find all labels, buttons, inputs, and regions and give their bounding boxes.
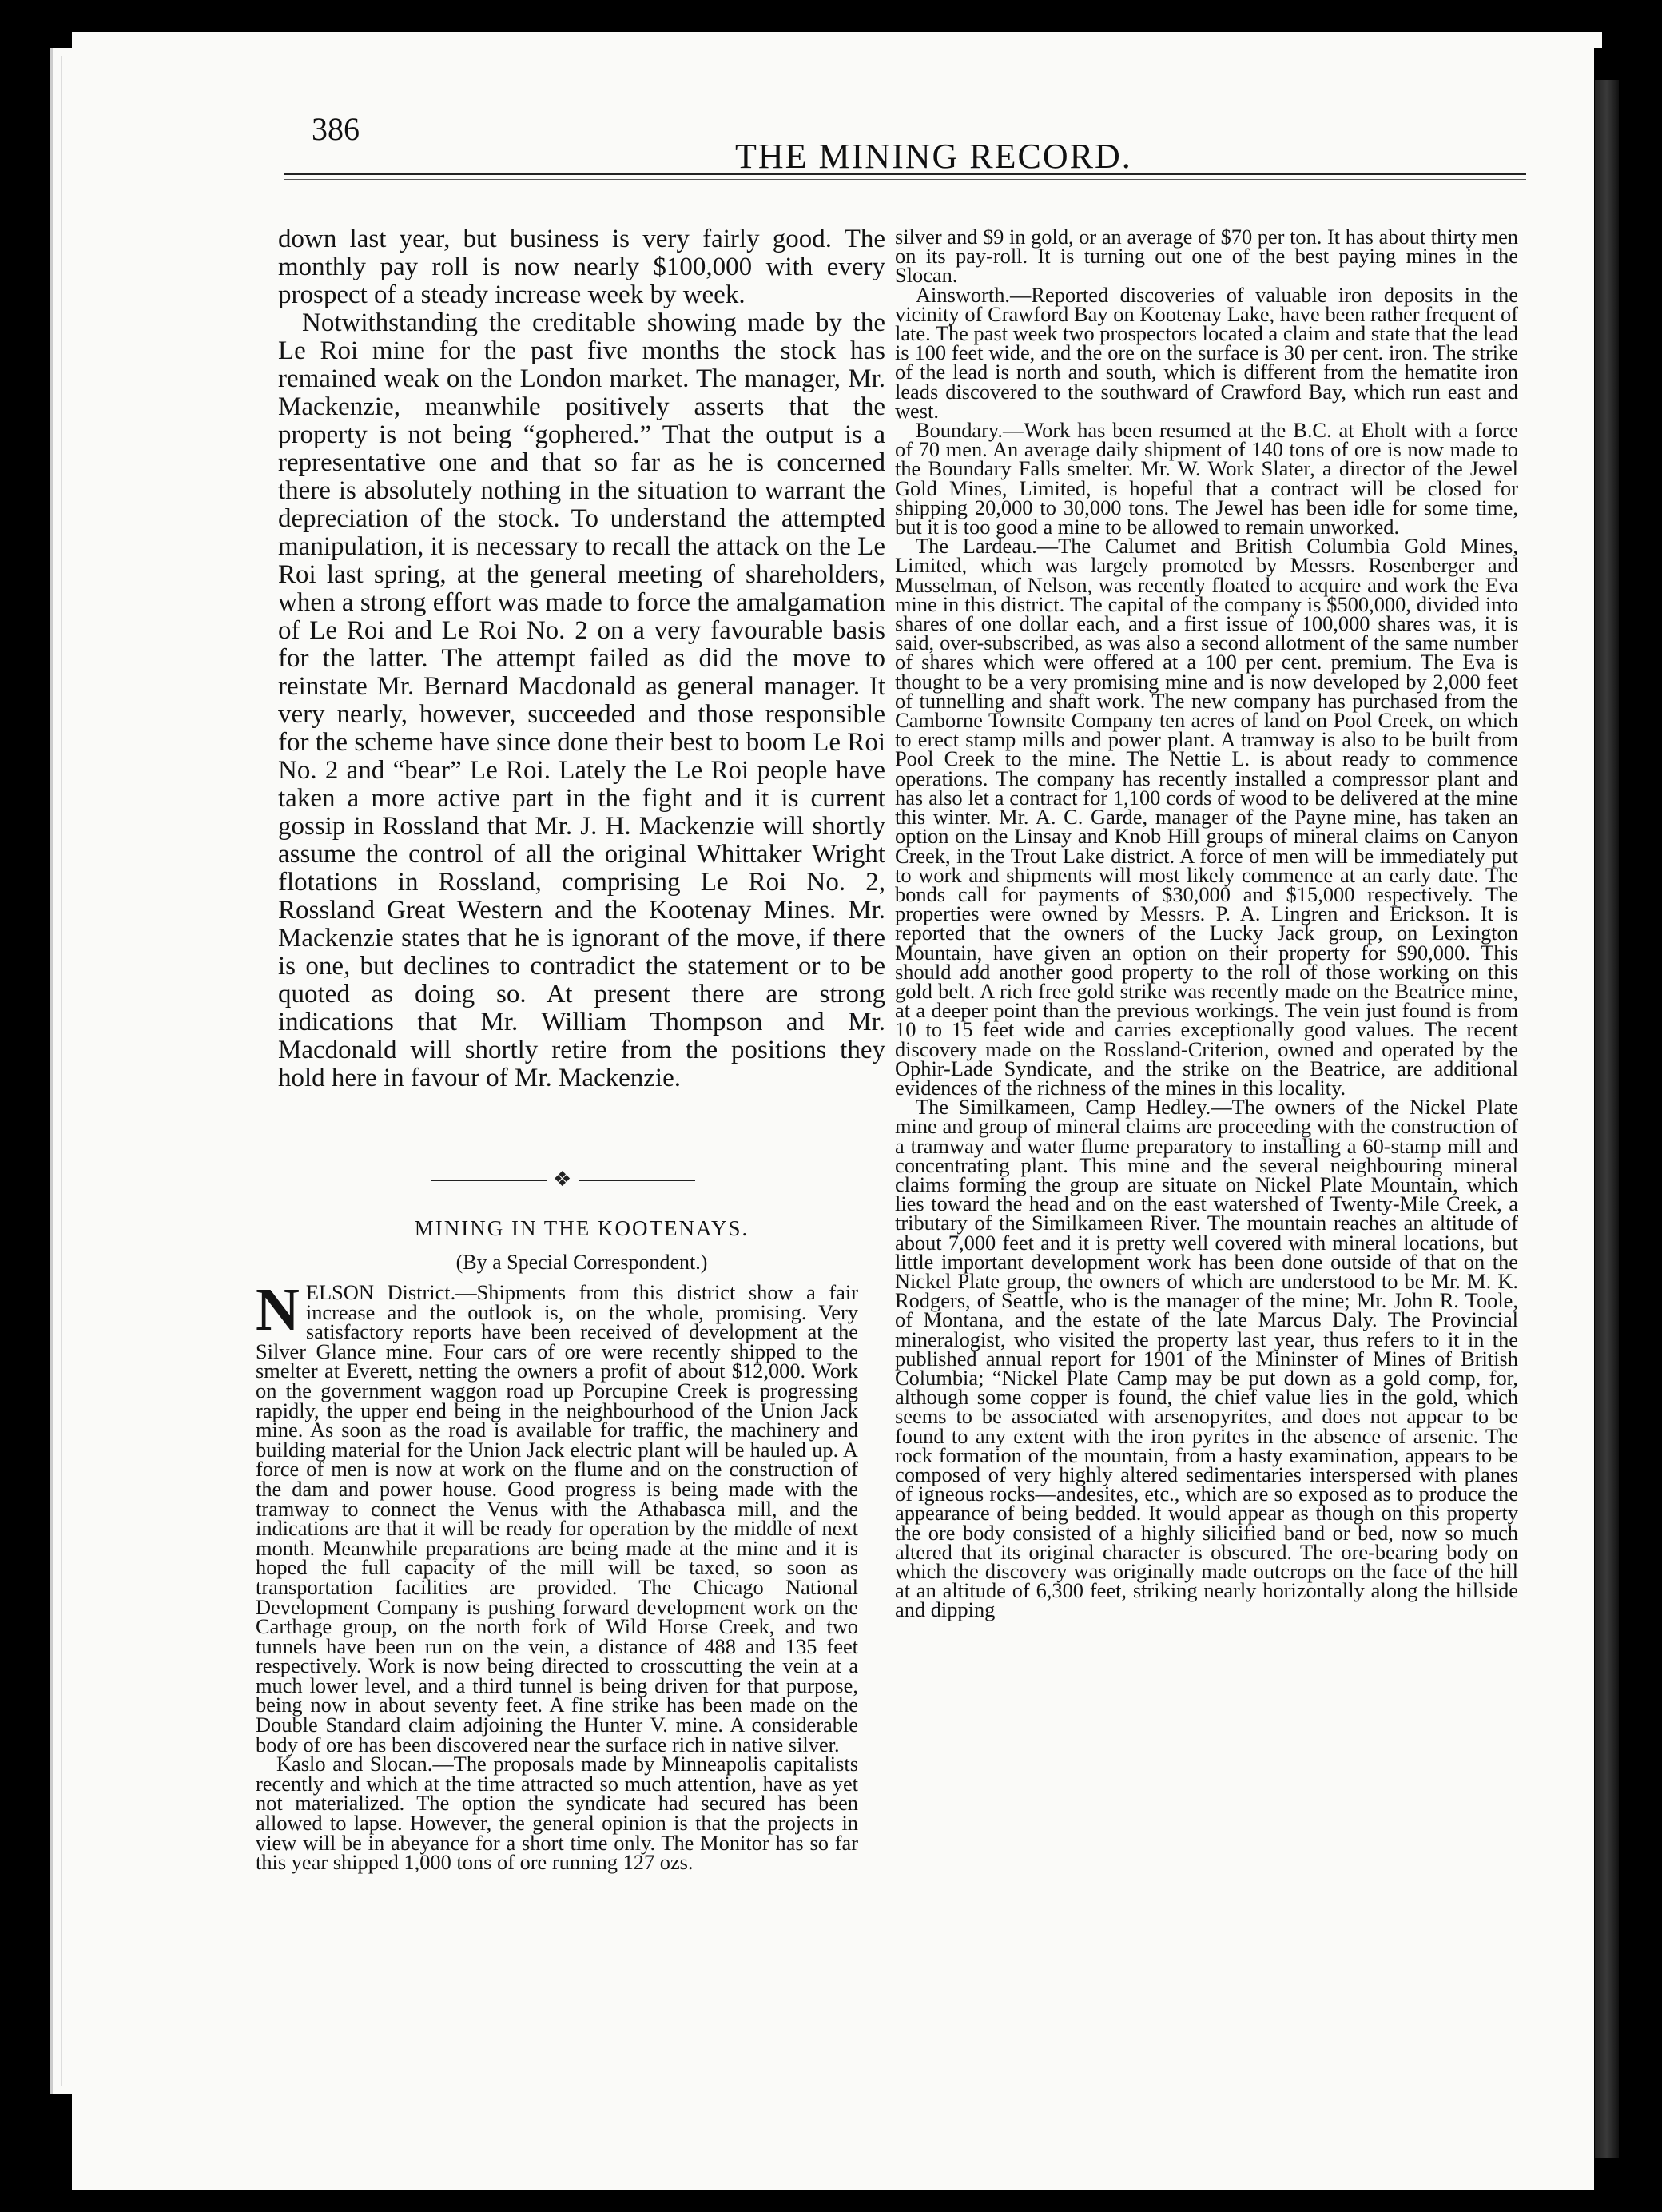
paragraph: The Similkameen, Camp Hedley.—The owners of the Nickel Plate mine and group of mineral claims are proceeding with the construction of a tramway and water flume preparatory to installing a 60-stamp mill and concentrating plant. This mine and the several neighbouring mineral claims forming the group are situate on Nickel Plate Mountain, which lies toward the head and on the east watershed of Twenty-Mile Creek, a tributary of the Similkameen River. The mountain reaches an altitude of about 7,000 feet and it is pretty well covered with mineral locations, but little important development work has been done outside of that on the Nickel Plate group, the owners of which are understood to be Mr. M. K. Rodgers, of Seattle, who is the manager of the mine; Mr. John R. Toole, of Montana, and the estate of the late Marcus Daly. The Provincial mineralogist, who visited the property last year, thus refers to it in the published annual report for 1901 of the Mininster of Mines of British Columbia; “Nickel Plate Camp may be put down as a gold comp, for, although some copper is found, the chief value lies in the gold, which seems to be associated with arsenopyrites, and does not appear to be found to any extent with the iron pyrites in the absence of arsenic. The rock formation of the mountain, from a hasty examination, appears to be composed of very highly altered sedimentaries interspersed with planes of igneous rocks—andesites, etc., which are so exposed as to produce the appearance of being bedded. It would appear as though on this property the ore body consisted of a highly silicified band or bed, now so much altered that its original character is obscured. The ore-bearing body on which the discovery was originally made outcrops on the face of the hill at an altitude of 6,300 feet, striking nearly horizontally along the hillside and dipping: [895, 1095, 1518, 1622]
right-column: [895, 227, 1518, 1620]
section-title: MINING IN THE KOOTENAYS.: [414, 1216, 749, 1240]
paragraph: Notwithstanding the creditable showing made by the Le Roi mine for the past five months the stock has remained weak on the London market. The manager, Mr. Mackenzie, meanwhile positively asserts that the property is not being “gophered.” That the output is a representative one and that so far as he is concerned there is absolutely nothing in the situation to warrant the depreciation of the stock. To understand the attempted manipulation, it is necessary to recall the attack on the Le Roi last spring, at the general meeting of shareholders, when a strong effort was made to force the amalgamation of Le Roi and Le Roi No. 2 on a very favourable basis for the latter. The attempt failed as did the move to reinstate Mr. Bernard Macdonald as general manager. It very nearly, however, succeeded and those responsible for the scheme have since done their best to boom Le Roi No. 2 and “bear” Le Roi. Lately the Le Roi people have taken a more active part in the fight and it is current gossip in Rossland that Mr. J. H. Mackenzie will shortly assume the control of all the original Whittaker Wright flotations in Rossland, comprising Le Roi No. 2, Rossland Great Western and the Kootenay Mines. Mr. Mackenzie states that he is ignorant of the move, if there is one, but declines to contradict the statement or to be quoted as doing so. At present there are strong indications that Mr. William Thompson and Mr. Macdonald will shortly retire from the positions they hold here in favour of Mr. Mackenzie.: [278, 308, 885, 1092]
diamond-ornament-icon: ❖: [553, 1168, 572, 1192]
header-rule: [284, 173, 1526, 175]
page-edge-inner: [61, 56, 70, 2086]
paragraph: down last year, but business is very fairly good. The monthly pay roll is now nearly $100,000 with every prospect of a steady increase week by week.: [278, 225, 885, 309]
binding-shadow: [1595, 80, 1619, 2158]
paragraph: Ainsworth.—Reported discoveries of valuable iron deposits in the vicinity of Crawford Bay on Kootenay Lake, have been rather frequent of late. The past week two prospectors located a claim and state that the lead is 100 feet wide, and the ore on the surface is 30 per cent. iron. The strike of the lead is north and south, which is different from the hematite iron leads discovered to the southward of Crawford Bay, which run east and west.: [895, 282, 1518, 423]
running-title: THE MINING RECORD.: [735, 137, 1132, 176]
lead-in-caps: ELSON: [305, 1280, 374, 1304]
page-number: 386: [312, 111, 360, 147]
paragraph-text: District.—Shipments from this district show a fair increase and the outlook is, on the whole, promising. Very satisfactory reports have been received of development at the Silver Glance mine. Four cars of ore were recently shipped to the smelter at Everett, netting the owners a profit of about $12,000. Work on the government waggon road up Porcupine Creek is progressing rapidly, the upper end being in the neighbourhood of the Union Jack mine. As soon as the road is available for traffic, the machinery and building material for the Union Jack electric plant will be hauled up. A force of men is now at work on the flume and on the construction of the dam and power house. Good progress is being made with the tramway to connect the Venus with the Athabasca mill, and the indications are that it will be ready for operation by the middle of next month. Meanwhile preparations are being made at the mine and it is hoped the full capacity of the mill will be taxed, so soon as transportation facilities are provided. The Chicago National Development Company is pushing forward development work on the Carthage group, on the north fork of Wild Horse Creek, and two tunnels have been run on the vein, a distance of 488 and 135 feet respectively. Work is now being directed to crosscutting the vein at a much lower level, and a third tunnel is being driven for that purpose, being now in about seventy feet. A fine strike has been made on the Double Standard claim adjoining the Hunter V. mine. A considerable body of ore has been discovered near the surface rich in native silver.: [256, 1280, 858, 1756]
left-column-bottom: [256, 1276, 858, 1875]
paragraph: silver and $9 in gold, or an average of $70 per ton. It has about thirty men on its pay-roll. It is turning out one of the best paying mines in the Slocan.: [895, 225, 1518, 288]
paragraph: [256, 1276, 858, 1756]
drop-cap: N: [256, 1276, 300, 1343]
left-column-top: [278, 225, 885, 1092]
section-byline: (By a Special Correspondent.): [455, 1251, 708, 1274]
divider-line-right: [579, 1180, 695, 1181]
divider-line-left: [431, 1180, 547, 1181]
section-divider: [431, 1168, 695, 1192]
paragraph: The Lardeau.—The Calumet and British Columbia Gold Mines, Limited, which was largely promoted by Messrs. Rosenberger and Musselman, of Nelson, was recently floated to acquire and work the Eva mine in this district. The capital of the company is $500,000, divided into shares of one dollar each, and a first issue of 100,000 shares was, it is said, over-subscribed, as was also a second allotment of the same number of shares which were offered at a 100 per cent. premium. The Eva is thought to be a very promising mine and is now developed by 2,000 feet of tunnelling and shaft work. The new company has purchased from the Camborne Townsite Company ten acres of land on Pool Creek, on which to erect stamp mills and power plant. A tramway is also to be built from Pool Creek to the mine. The Nettie L. is about ready to commence operations. The company has recently installed a compressor plant and has also let a contract for 1,100 cords of wood to be delivered at the mine this winter. Mr. A. C. Garde, manager of the Payne mine, has taken an option on the Linsay and Knob Hill groups of mineral claims on Canyon Creek, in the Trout Lake district. A force of men will be immediately put to work and shipments will most likely commence at an early date. The bonds call for payments of $30,000 and $15,000 respectively. The properties were owned by Messrs. P. A. Lingren and Erickson. It is reported that the owners of the Lucky Jack group, on Lexington Mountain, have given an option on their property for $90,000. This should add another good property to the roll of those working on this gold belt. A rich free gold strike was recently made on the Beatrice mine, at a deeper point than the previous workings. The vein just found is from 10 to 15 feet wide and carries exceptionally good values. The recent discovery made on the Rossland-Criterion, owned and operated by the Ophir-Lade Syndicate, and the strike on the Beatrice, are additional evidences of the richness of the mines in this locality.: [895, 534, 1518, 1100]
header-rule-thin: [284, 179, 1526, 180]
paragraph: Boundary.—Work has been resumed at the B.C. at Eholt with a force of 70 men. An average daily shipment of 140 tons of ore is now made to the Boundary Falls smelter. Mr. W. Work Slater, a director of the Jewel Gold Mines, Limited, is hopeful that a contract will be closed for shipping 20,000 to 30,000 tons. The Jewel has been idle for some time, but it is too good a mine to be allowed to remain unworked.: [895, 418, 1518, 539]
paragraph: Kaslo and Slocan.—The proposals made by Minneapolis capitalists recently and which at the time attracted so much attention, have as yet not materialized. The option the syndicate had secured has been allowed to lapse. However, the general opinion is that the projects in view will be in abeyance for a short time only. The Monitor has so far this year shipped 1,000 tons of ore running 127 ozs.: [256, 1752, 858, 1875]
